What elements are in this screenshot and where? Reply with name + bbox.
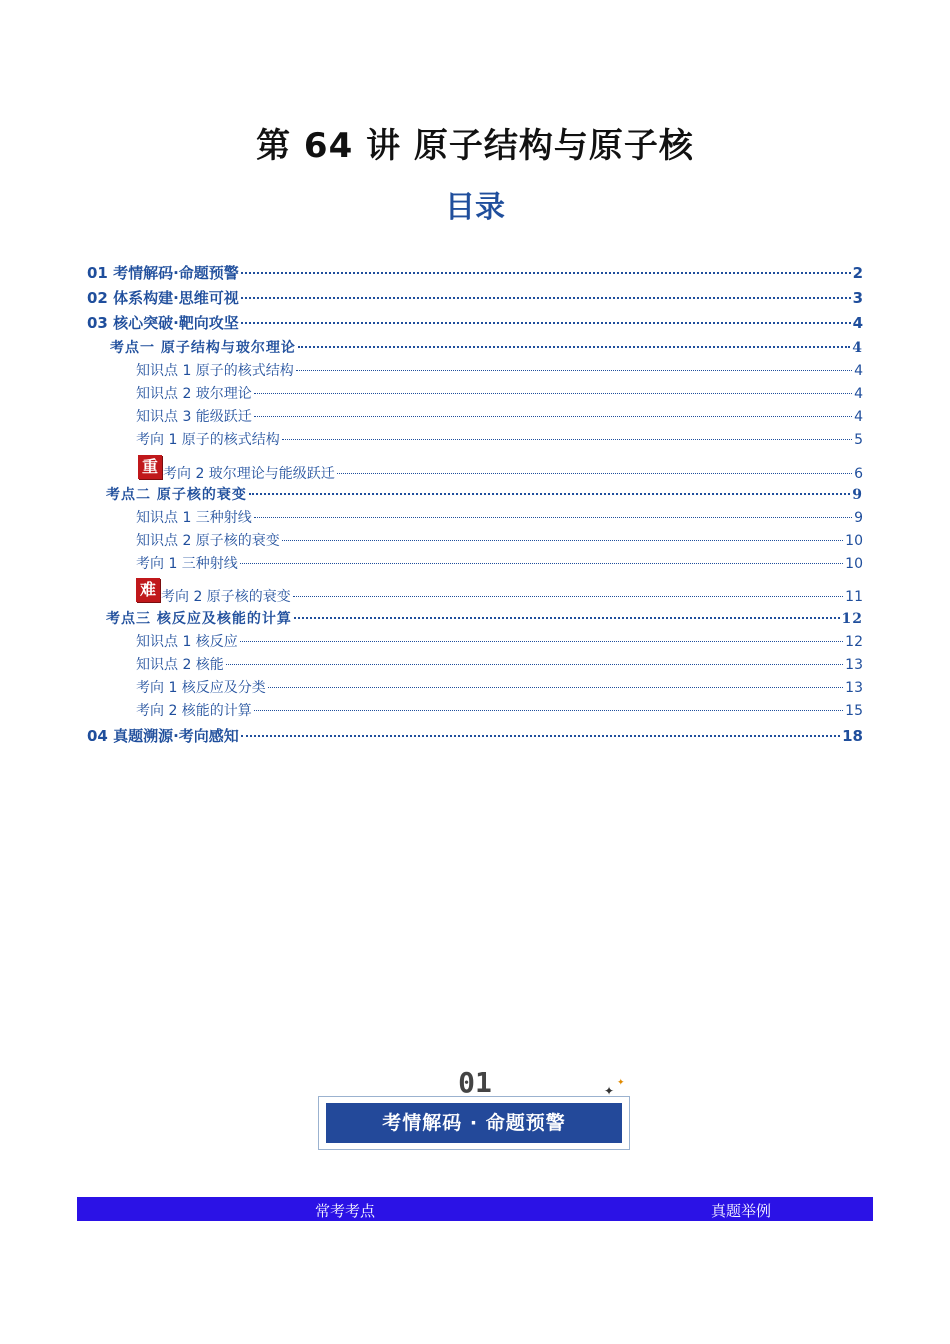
toc-label: 01 考情解码·命题预警 xyxy=(87,264,239,282)
toc-page: 13 xyxy=(845,657,863,673)
sparkle-icon: ✦ xyxy=(617,1078,625,1088)
section-banner: 考情解码 · 命题预警 xyxy=(326,1103,622,1143)
toc-page: 9 xyxy=(852,487,863,503)
toc-page: 12 xyxy=(845,634,863,650)
toc-entry[interactable] xyxy=(136,677,863,697)
dot-leader xyxy=(254,709,843,711)
toc-entry[interactable] xyxy=(136,507,863,527)
sparkle-icon: ✦ xyxy=(604,1084,615,1098)
dot-leader xyxy=(268,686,843,688)
dot-leader xyxy=(282,539,843,541)
toc-label: 考点三 核反应及核能的计算 xyxy=(106,611,292,627)
toc-entry[interactable] xyxy=(136,654,863,674)
toc-label: 知识点 2 原子核的衰变 xyxy=(136,533,280,549)
dot-leader xyxy=(241,734,840,737)
toc-page: 12 xyxy=(841,611,863,627)
toc-label: 知识点 1 三种射线 xyxy=(136,510,252,526)
toc-entry[interactable] xyxy=(106,484,863,504)
toc-page: 9 xyxy=(854,510,863,526)
dot-leader xyxy=(282,438,852,440)
dot-leader xyxy=(337,472,852,474)
dot-leader xyxy=(226,663,843,665)
toc-label: 知识点 2 玻尔理论 xyxy=(136,386,252,402)
toc-entry[interactable] xyxy=(87,725,863,746)
toc-page: 4 xyxy=(854,409,863,425)
column-header: 真题举例 xyxy=(711,1202,772,1220)
toc-entry[interactable] xyxy=(87,262,863,283)
toc-page: 2 xyxy=(852,264,863,282)
toc-label: 考点一 原子结构与玻尔理论 xyxy=(110,340,296,356)
dot-leader xyxy=(293,595,843,597)
toc-entry[interactable] xyxy=(136,360,863,380)
toc-label: 考向 2 核能的计算 xyxy=(136,703,252,719)
toc-entry[interactable] xyxy=(136,530,863,550)
dot-leader xyxy=(241,296,851,299)
dot-leader xyxy=(241,321,851,324)
toc-page: 5 xyxy=(854,432,863,448)
dot-leader xyxy=(254,516,852,518)
dot-leader xyxy=(240,640,843,642)
toc-entry[interactable] xyxy=(136,406,863,426)
toc-heading: 目录 xyxy=(445,190,505,225)
toc-entry[interactable] xyxy=(106,608,863,628)
dot-leader xyxy=(240,562,843,564)
toc-page: 6 xyxy=(854,466,863,482)
toc-page: 10 xyxy=(845,556,863,572)
toc-label: 03 核心突破·靶向攻坚 xyxy=(87,314,239,332)
toc-entry[interactable] xyxy=(136,631,863,651)
dot-leader xyxy=(249,492,850,495)
key-point-badge: 重 xyxy=(138,455,162,479)
dot-leader xyxy=(254,415,852,417)
dot-leader xyxy=(254,392,852,394)
toc-label: 04 真题溯源·考向感知 xyxy=(87,727,239,745)
toc-page: 11 xyxy=(845,589,863,605)
toc-entry[interactable] xyxy=(110,337,863,357)
toc-label: 02 体系构建·思维可视 xyxy=(87,289,239,307)
toc-label: 考向 2 玻尔理论与能级跃迁 xyxy=(163,466,335,482)
toc-label: 知识点 3 能级跃迁 xyxy=(136,409,252,425)
dot-leader xyxy=(296,369,852,371)
toc-entry[interactable] xyxy=(136,429,863,449)
toc-entry[interactable] xyxy=(136,580,863,608)
toc-label: 考点二 原子核的衰变 xyxy=(106,487,247,503)
page-title: 第 64 讲 原子结构与原子核 xyxy=(256,126,694,166)
toc-entry[interactable] xyxy=(136,553,863,573)
toc-page: 4 xyxy=(854,386,863,402)
toc-entry[interactable] xyxy=(136,383,863,403)
dot-leader xyxy=(241,271,851,274)
toc-page: 4 xyxy=(852,314,863,332)
toc-entry[interactable] xyxy=(87,287,863,308)
toc-page: 13 xyxy=(845,680,863,696)
section-number: 01 xyxy=(458,1066,492,1099)
toc-label: 考向 2 原子核的衰变 xyxy=(161,589,291,605)
dot-leader xyxy=(294,616,840,619)
column-header: 常考考点 xyxy=(315,1202,376,1220)
toc-label: 考向 1 核反应及分类 xyxy=(136,680,266,696)
difficult-point-badge: 难 xyxy=(136,578,160,602)
toc-page: 10 xyxy=(845,533,863,549)
toc-label: 知识点 1 核反应 xyxy=(136,634,238,650)
toc-label: 知识点 1 原子的核式结构 xyxy=(136,363,294,379)
toc-label: 考向 1 三种射线 xyxy=(136,556,238,572)
toc-entry[interactable] xyxy=(87,312,863,333)
toc-entry[interactable] xyxy=(136,700,863,720)
toc-label: 考向 1 原子的核式结构 xyxy=(136,432,280,448)
toc-page: 3 xyxy=(852,289,863,307)
toc-label: 知识点 2 核能 xyxy=(136,657,224,673)
toc-page: 15 xyxy=(845,703,863,719)
dot-leader xyxy=(298,345,850,348)
toc-page: 4 xyxy=(852,340,863,356)
toc-entry[interactable] xyxy=(138,457,863,485)
toc-page: 18 xyxy=(842,727,863,745)
toc-page: 4 xyxy=(854,363,863,379)
table-header xyxy=(77,1197,873,1221)
